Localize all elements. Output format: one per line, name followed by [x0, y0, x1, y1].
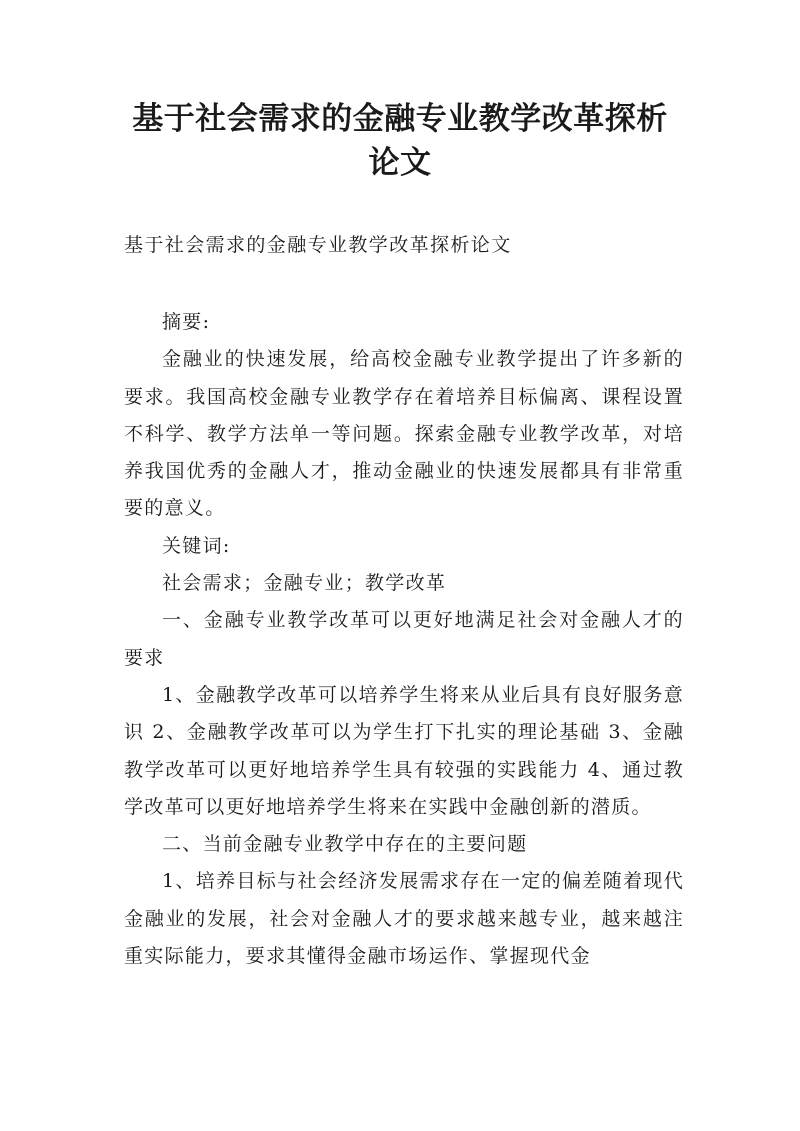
abstract-heading: 摘要:: [162, 311, 211, 333]
document-title: 基于社会需求的金融专业教学改革探析论文: [132, 101, 668, 181]
section-heading-1: 一、金融专业教学改革可以更好地满足社会对金融人才的要求: [124, 609, 684, 669]
keywords-list: 社会需求；金融专业；教学改革: [162, 572, 447, 595]
document-subtitle: 基于社会需求的金融专业教学改革探析论文: [124, 234, 512, 256]
abstract-paragraph: 金融业的快速发展，给高校金融专业教学提出了许多新的要求。我国高校金融专业教学存在着培养目标偏离、课程设置不科学、教学方法单一等问题。探索金融专业教学改革，对培养我国优秀的金融人才，推动金融业的快速发展都具有非常重要的意义。: [124, 348, 684, 520]
keywords-heading: 关键词:: [162, 534, 231, 557]
section-heading-2: 二、当前金融专业教学中存在的主要问题: [162, 833, 528, 856]
document-body: [124, 304, 684, 975]
section-2-paragraph: 1、培养目标与社会经济发展需求存在一定的偏差随着现代金融业的发展，社会对金融人才的要求越来越专业，越来越注重实际能力，要求其懂得金融市场运作、掌握现代金: [124, 870, 684, 968]
section-1-paragraph: 1、金融教学改革可以培养学生将来从业后具有良好服务意识 2、金融教学改革可以为学生打下扎实的理论基础 3、金融教学改革可以更好地培养学生具有较强的实践能力 4、通过教学改革可以更好地培养学生将来在实践中金融创新的潜质。: [124, 683, 684, 818]
